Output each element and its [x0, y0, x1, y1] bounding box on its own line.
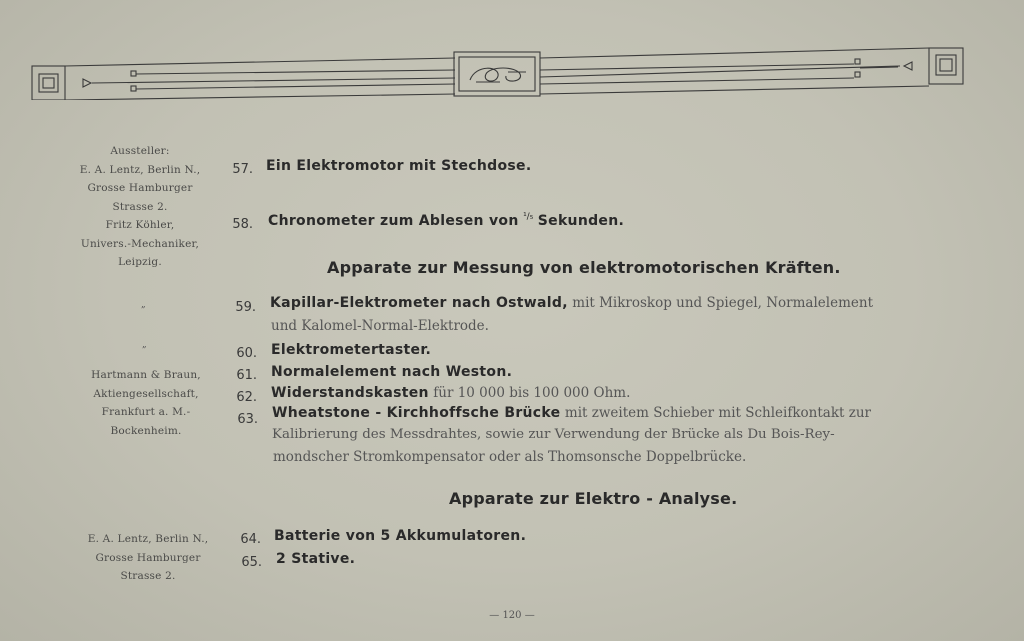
exhibitor-line: Grosse Hamburger: [95, 551, 201, 564]
fraction: ¹/₅: [523, 212, 534, 222]
item-title: Ein Elektromotor mit Stechdose.: [266, 158, 532, 174]
item-continuation: Kalibrierung des Messdrahtes, sowie zur Verwendung der Brücke als Du Bois-Rey-: [272, 427, 835, 442]
item-description: mit zweitem Schieber mit Schleifkontakt zur: [564, 405, 871, 421]
exhibitor-line: Strasse 2.: [112, 200, 168, 213]
exhibitor-line: Bockenheim.: [110, 424, 182, 437]
item-number: 58.: [232, 217, 253, 232]
exhibitor-line: Strasse 2.: [120, 570, 176, 582]
item-title: Wheatstone - Kirchhoffsche Brücke: [272, 405, 561, 421]
item-description: für 10 000 bis 100 000 Ohm.: [433, 385, 631, 401]
item-title: Elektrometertaster.: [271, 342, 432, 358]
item-number: 62.: [236, 390, 257, 405]
exhibitor-line: Fritz Köhler,: [105, 219, 175, 231]
item-number: 60.: [236, 346, 257, 361]
item-65: [276, 551, 355, 567]
exhibitor-block-2: [61, 366, 231, 440]
exhibitor-line: Frankfurt a. M.-: [101, 406, 191, 418]
exhibitor-line: Univers.-Mechaniker,: [80, 237, 200, 250]
item-title: Batterie von 5 Akkumulatoren.: [274, 528, 527, 544]
exhibitor-line: Grosse Hamburger: [87, 182, 193, 194]
section-heading: Apparate zur Messung von elektromotorischen Kräften.: [327, 258, 841, 277]
item-continuation: und Kalomel-Normal-Elektrode.: [271, 318, 489, 334]
section-heading: Apparate zur Elektro - Analyse.: [449, 489, 738, 508]
item-62: [271, 385, 630, 401]
item-57: [266, 158, 531, 174]
item-63: [272, 405, 871, 421]
item-title: Sekunden.: [537, 213, 625, 229]
item-number: 64.: [240, 532, 261, 547]
item-number: 57.: [232, 162, 253, 177]
header-ornament: [30, 44, 966, 100]
item-64: [274, 528, 526, 544]
exhibitor-line: E. A. Lentz, Berlin N.,: [87, 533, 209, 545]
exhibitor-block-3: [63, 530, 233, 586]
page-number: — 120 —: [489, 610, 535, 621]
item-58: [268, 212, 624, 229]
item-title: Chronometer zum Ablesen von: [268, 213, 519, 229]
item-title: 2 Stative.: [276, 551, 356, 567]
item-continuation: mondscher Stromkompensator oder als Thomsonsche Doppelbrücke.: [273, 449, 747, 465]
item-number: 59.: [235, 300, 256, 315]
item-title: Normalelement nach Weston.: [271, 364, 513, 380]
item-60: [271, 342, 431, 358]
item-59: [270, 295, 873, 311]
item-number: 61.: [236, 368, 257, 383]
exhibitor-block-1: [55, 142, 225, 272]
exhibitor-line: Aktiengesellschaft,: [93, 387, 199, 400]
exhibitor-line: Leipzig.: [118, 256, 162, 268]
item-number: 63.: [237, 412, 258, 427]
item-title: Kapillar-Elektrometer nach Ostwald,: [270, 295, 568, 311]
exhibitor-line: Hartmann & Braun,: [91, 369, 201, 381]
item-number: 65.: [241, 555, 262, 570]
item-title: Widerstandskasten: [271, 385, 429, 401]
ditto-mark: „: [141, 300, 146, 310]
exhibitor-line: Aussteller:: [110, 145, 170, 157]
ditto-mark: „: [142, 340, 147, 350]
exhibitor-line: E. A. Lentz, Berlin N.,: [79, 163, 201, 176]
item-description: mit Mikroskop und Spiegel, Normalelement: [572, 295, 873, 311]
item-61: [271, 364, 512, 380]
